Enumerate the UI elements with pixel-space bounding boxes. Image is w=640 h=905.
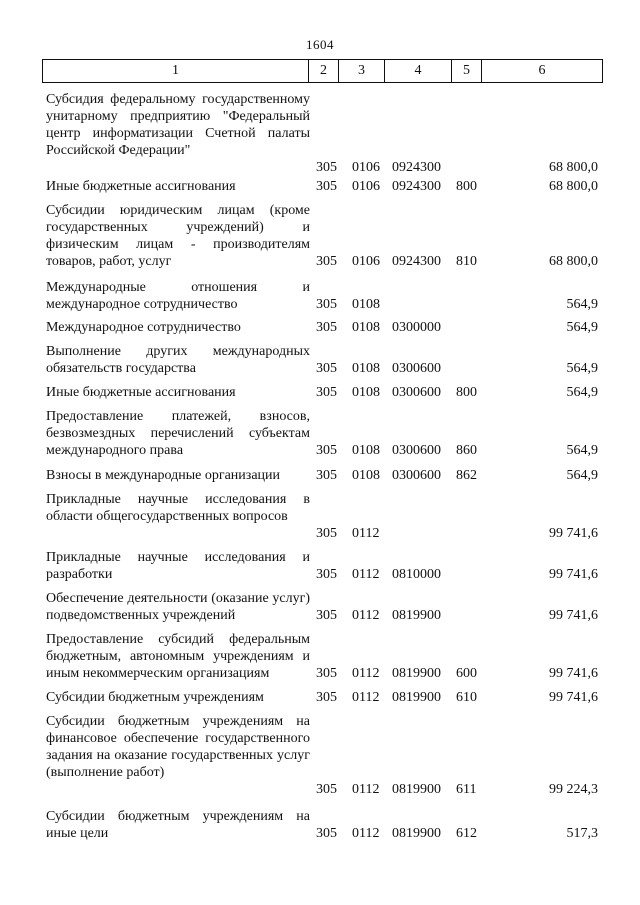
- row-amount: 99 741,6: [549, 666, 598, 681]
- row-name: Международные отношения и международное сотрудничество: [46, 280, 310, 312]
- table-row: [0, 202, 640, 279]
- row-expense-type: 600: [456, 666, 477, 681]
- row-target-code: 0819900: [392, 608, 441, 623]
- row-expense-type: 800: [456, 385, 477, 400]
- row-target-code: 0300600: [392, 443, 441, 458]
- row-section-code: 0106: [352, 254, 380, 269]
- row-admin-code: 305: [316, 608, 337, 623]
- table-row: [0, 279, 640, 319]
- row-admin-code: 305: [316, 443, 337, 458]
- row-name: Прикладные научные исследования в области общегосударственных вопросов: [46, 492, 310, 524]
- row-section-code: 0108: [352, 443, 380, 458]
- row-amount: 564,9: [566, 297, 598, 312]
- row-section-code: 0112: [352, 608, 380, 623]
- table-row: [0, 689, 640, 713]
- row-admin-code: 305: [316, 361, 337, 376]
- row-name: Международное сотрудничество: [46, 320, 241, 335]
- row-section-code: 0108: [352, 297, 380, 312]
- row-name: Предоставление субсидий федеральным бюджетным, автономным учреждениям и иным некоммерческим организациям: [46, 632, 310, 681]
- row-name: Выполнение других международных обязательств государства: [46, 344, 310, 376]
- column-header-2: 2: [309, 60, 339, 83]
- row-admin-code: 305: [316, 320, 337, 335]
- row-amount: 564,9: [566, 443, 598, 458]
- row-section-code: 0106: [352, 160, 380, 175]
- row-target-code: 0924300: [392, 254, 441, 269]
- row-section-code: 0108: [352, 320, 380, 335]
- row-admin-code: 305: [316, 690, 337, 705]
- row-amount: 99 741,6: [549, 567, 598, 582]
- row-amount: 68 800,0: [549, 179, 598, 194]
- row-admin-code: 305: [316, 526, 337, 541]
- row-expense-type: 862: [456, 468, 477, 483]
- row-name: Субсидии бюджетным учреждениям: [46, 690, 264, 705]
- row-name: Взносы в международные организации: [46, 468, 281, 483]
- row-amount: 99 741,6: [549, 526, 598, 541]
- table-row: [0, 384, 640, 408]
- table-row: [0, 408, 640, 467]
- table-row: [0, 808, 640, 849]
- row-amount: 564,9: [566, 385, 598, 400]
- row-target-code: 0300600: [392, 361, 441, 376]
- row-target-code: 0819900: [392, 782, 441, 797]
- row-section-code: 0112: [352, 782, 380, 797]
- table-row: [0, 467, 640, 491]
- row-name: Субсидия федеральному государственному унитарному предприятию "Федеральный центр информатизации Счетной палаты Российской Федерации": [46, 92, 310, 158]
- row-section-code: 0108: [352, 385, 380, 400]
- row-section-code: 0108: [352, 468, 380, 483]
- row-section-code: 0112: [352, 526, 380, 541]
- row-expense-type: 810: [456, 254, 477, 269]
- column-header-6: 6: [482, 60, 603, 83]
- row-admin-code: 305: [316, 179, 337, 194]
- row-name: Предоставление платежей, взносов, безвозмездных перечислений субъектам международного права: [46, 409, 310, 458]
- budget-table-body: [0, 91, 640, 849]
- row-expense-type: 611: [456, 782, 477, 797]
- column-header-table: [42, 59, 603, 83]
- row-amount: 517,3: [566, 826, 598, 841]
- table-row: [0, 319, 640, 343]
- row-amount: 99 741,6: [549, 690, 598, 705]
- row-target-code: 0300600: [392, 385, 441, 400]
- row-admin-code: 305: [316, 297, 337, 312]
- row-admin-code: 305: [316, 385, 337, 400]
- row-target-code: 0819900: [392, 666, 441, 681]
- page-number: 1604: [306, 37, 334, 52]
- row-admin-code: 305: [316, 160, 337, 175]
- row-admin-code: 305: [316, 254, 337, 269]
- row-target-code: 0924300: [392, 160, 441, 175]
- table-row: [0, 91, 640, 178]
- row-name: Обеспечение деятельности (оказание услуг) подведомственных учреждений: [46, 591, 310, 623]
- row-expense-type: 860: [456, 443, 477, 458]
- table-row: [0, 590, 640, 631]
- row-admin-code: 305: [316, 826, 337, 841]
- row-section-code: 0112: [352, 666, 380, 681]
- row-amount: 564,9: [566, 361, 598, 376]
- row-amount: 99 741,6: [549, 608, 598, 623]
- column-header-row: [43, 60, 603, 83]
- row-target-code: 0819900: [392, 690, 441, 705]
- row-name: Субсидии юридическим лицам (кроме государственных учреждений) и физическим лицам - производителям товаров, работ, услуг: [46, 203, 310, 269]
- table-row: [0, 178, 640, 202]
- row-expense-type: 800: [456, 179, 477, 194]
- row-admin-code: 305: [316, 567, 337, 582]
- table-row: [0, 549, 640, 590]
- column-header-5: 5: [452, 60, 482, 83]
- row-section-code: 0112: [352, 826, 380, 841]
- row-target-code: 0819900: [392, 826, 441, 841]
- row-expense-type: 610: [456, 690, 477, 705]
- row-expense-type: 612: [456, 826, 477, 841]
- row-amount: 564,9: [566, 320, 598, 335]
- row-section-code: 0112: [352, 690, 380, 705]
- row-target-code: 0924300: [392, 179, 441, 194]
- column-header-1: 1: [43, 60, 309, 83]
- row-target-code: 0300600: [392, 468, 441, 483]
- row-amount: 68 800,0: [549, 160, 598, 175]
- row-amount: 99 224,3: [549, 782, 598, 797]
- row-section-code: 0108: [352, 361, 380, 376]
- table-row: [0, 713, 640, 808]
- column-header-4: 4: [385, 60, 452, 83]
- row-section-code: 0112: [352, 567, 380, 582]
- table-row: [0, 343, 640, 384]
- row-name: Субсидии бюджетным учреждениям на иные цели: [46, 809, 310, 841]
- column-header-3: 3: [339, 60, 385, 83]
- table-row: [0, 631, 640, 689]
- row-target-code: 0810000: [392, 567, 441, 582]
- row-admin-code: 305: [316, 666, 337, 681]
- row-target-code: 0300000: [392, 320, 441, 335]
- row-section-code: 0106: [352, 179, 380, 194]
- row-amount: 68 800,0: [549, 254, 598, 269]
- row-admin-code: 305: [316, 782, 337, 797]
- row-name: Субсидии бюджетным учреждениям на финансовое обеспечение государственного задания на оказание государственных услуг (выполнение работ): [46, 714, 310, 780]
- row-name: Иные бюджетные ассигнования: [46, 179, 236, 194]
- row-amount: 564,9: [566, 468, 598, 483]
- row-admin-code: 305: [316, 468, 337, 483]
- row-name: Прикладные научные исследования и разработки: [46, 550, 310, 582]
- table-row: [0, 491, 640, 549]
- row-name: Иные бюджетные ассигнования: [46, 385, 236, 400]
